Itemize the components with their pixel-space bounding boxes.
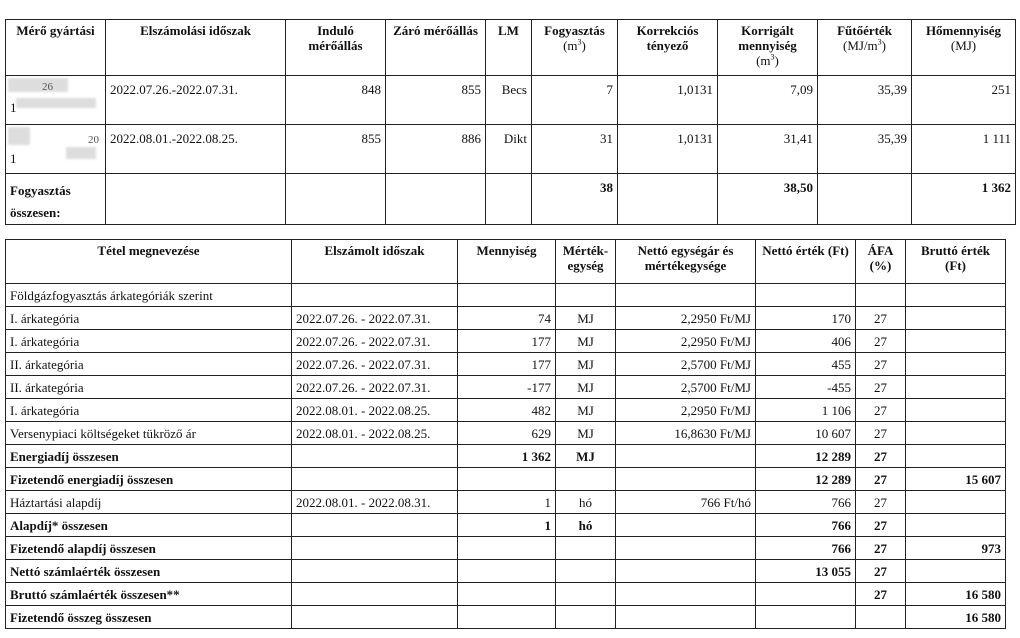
item-gross-value-cell (906, 445, 1006, 468)
item-vat-cell: 27 (856, 353, 906, 376)
item-period-cell: 2022.07.26. - 2022.07.31. (292, 307, 458, 330)
total-energy: 1 362 (912, 174, 1016, 225)
item-period-cell (292, 583, 458, 606)
item-net-value-cell: -455 (756, 376, 856, 399)
item-unit-cell: MJ (556, 307, 616, 330)
item-quantity-cell (458, 583, 556, 606)
period-cell: 2022.07.26.-2022.07.31. (106, 76, 286, 125)
item-unit-price-cell: 2,5700 Ft/MJ (616, 353, 756, 376)
header-heating-unit-exponent: 3 (877, 37, 882, 47)
period-cell: 2022.08.01.-2022.08.25. (106, 125, 286, 174)
item-row (6, 491, 1006, 514)
total-consumption: 38 (532, 174, 618, 225)
item-gross-value-cell: 973 (906, 537, 1006, 560)
item-unit-cell: hó (556, 491, 616, 514)
header-start-reading: Induló mérőállás (286, 20, 386, 76)
item-quantity-cell (458, 537, 556, 560)
item-vat-cell: 27 (856, 583, 906, 606)
item-row (6, 330, 1006, 353)
header-lm: LM (486, 20, 532, 76)
item-unit-cell: MJ (556, 376, 616, 399)
item-name-cell: Bruttó számlaérték összesen** (6, 583, 292, 606)
item-gross-value-cell (906, 376, 1006, 399)
empty-cell (618, 174, 718, 225)
item-vat-cell: 27 (856, 491, 906, 514)
lm-cell: Becs (486, 76, 532, 125)
item-name-cell: Fizetendő alapdíj összesen (6, 537, 292, 560)
item-quantity-cell: 1 (458, 491, 556, 514)
item-row (6, 353, 1006, 376)
correction-cell: 1,0131 (618, 125, 718, 174)
meter-serial-cell (6, 76, 106, 125)
energy-cell: 251 (912, 76, 1016, 125)
item-unit-price-cell (616, 537, 756, 560)
item-unit-price-cell (616, 514, 756, 537)
header-gross-value: Bruttó érték (Ft) (906, 240, 1006, 284)
item-unit-cell: MJ (556, 353, 616, 376)
item-unit-price-cell (616, 445, 756, 468)
item-vat-cell: 27 (856, 537, 906, 560)
item-period-cell (292, 560, 458, 583)
item-gross-value-cell (906, 307, 1006, 330)
item-unit-cell: MJ (556, 445, 616, 468)
header-period: Elszámolási időszak (106, 20, 286, 76)
header-consumption-unit-exponent: 3 (577, 37, 582, 47)
end-reading-cell: 886 (386, 125, 486, 174)
item-quantity-cell: 629 (458, 422, 556, 445)
item-gross-value-cell: 16 580 (906, 583, 1006, 606)
item-unit-cell: hó (556, 514, 616, 537)
item-unit-cell: MJ (556, 330, 616, 353)
item-gross-value-cell (906, 560, 1006, 583)
item-net-value-cell (756, 606, 856, 629)
header-consumption: Fogyasztás $(m^3)$ (532, 20, 618, 76)
item-quantity-cell (458, 284, 556, 307)
item-name-cell: Fizetendő összeg összesen (6, 606, 292, 629)
lm-cell: Dikt (486, 125, 532, 174)
meter-serial-line: 1 (10, 100, 17, 115)
item-gross-value-cell (906, 514, 1006, 537)
item-vat-cell: 27 (856, 307, 906, 330)
item-vat-cell (856, 606, 906, 629)
consumption-cell: 31 (532, 125, 618, 174)
item-gross-value-cell (906, 399, 1006, 422)
item-name-cell: I. árkategória (6, 330, 292, 353)
item-period-cell (292, 284, 458, 307)
item-quantity-cell: 1 362 (458, 445, 556, 468)
item-vat-cell: 27 (856, 376, 906, 399)
item-quantity-cell: 1 (458, 514, 556, 537)
item-row (6, 376, 1006, 399)
item-vat-cell: 27 (856, 399, 906, 422)
header-energy-unit: (MJ) (950, 38, 977, 53)
item-quantity-cell: 74 (458, 307, 556, 330)
header-heating-unit: (MJ/m (842, 38, 878, 53)
item-row (6, 422, 1006, 445)
item-unit-price-cell: 2,2950 Ft/MJ (616, 399, 756, 422)
item-name-cell: I. árkategória (6, 307, 292, 330)
item-unit-cell: MJ (556, 422, 616, 445)
header-corrected-unit-exponent: 3 (770, 52, 775, 62)
start-reading-cell: 848 (286, 76, 386, 125)
item-vat-cell: 27 (856, 514, 906, 537)
item-net-value-cell: 766 (756, 514, 856, 537)
item-row (6, 307, 1006, 330)
item-unit-price-cell (616, 560, 756, 583)
meter-readings-table (5, 19, 1016, 225)
total-corrected: 38,50 (718, 174, 818, 225)
items-table-body (6, 284, 1006, 629)
item-quantity-cell: -177 (458, 376, 556, 399)
items-table-header-row (6, 240, 1006, 284)
item-name-cell: Alapdíj* összesen (6, 514, 292, 537)
header-corrected-unit: (m (756, 53, 771, 68)
invoice-items-table (5, 239, 1006, 629)
item-quantity-cell (458, 560, 556, 583)
start-reading-cell: 855 (286, 125, 386, 174)
item-period-cell: 2022.07.26. - 2022.07.31. (292, 353, 458, 376)
correction-cell: 1,0131 (618, 76, 718, 125)
item-quantity-cell: 177 (458, 353, 556, 376)
header-energy (912, 20, 1016, 76)
item-vat-cell: 27 (856, 560, 906, 583)
item-period-cell: 2022.08.01. - 2022.08.31. (292, 491, 458, 514)
item-unit-price-cell: 2,2950 Ft/MJ (616, 307, 756, 330)
item-name-cell: II. árkategória (6, 353, 292, 376)
item-unit-cell (556, 583, 616, 606)
item-quantity-cell (458, 468, 556, 491)
item-row (6, 514, 1006, 537)
item-row (6, 560, 1006, 583)
item-gross-value-cell (906, 284, 1006, 307)
total-label: Fogyasztás összesen: (6, 174, 106, 225)
item-net-value-cell: 1 106 (756, 399, 856, 422)
item-net-value-cell: 455 (756, 353, 856, 376)
end-reading-cell: 855 (386, 76, 486, 125)
header-consumption-label: Fogyasztás (544, 23, 605, 38)
energy-cell: 1 111 (912, 125, 1016, 174)
corrected-cell: 31,41 (718, 125, 818, 174)
item-vat-cell: 27 (856, 468, 906, 491)
item-net-value-cell: 12 289 (756, 445, 856, 468)
heating-value-cell: 35,39 (818, 76, 912, 125)
item-period-cell (292, 468, 458, 491)
header-meter: Mérő gyártási (6, 20, 106, 76)
item-unit-price-cell (616, 284, 756, 307)
item-quantity-cell: 482 (458, 399, 556, 422)
item-period-cell: 2022.08.01. - 2022.08.25. (292, 422, 458, 445)
item-unit-price-cell (616, 583, 756, 606)
header-consumption-unit: (m (563, 38, 578, 53)
item-row (6, 284, 1006, 307)
item-unit-cell (556, 284, 616, 307)
item-quantity-cell (458, 606, 556, 629)
meter-serial-line: 1 (10, 151, 17, 166)
item-net-value-cell: 406 (756, 330, 856, 353)
item-unit-price-cell: 766 Ft/hó (616, 491, 756, 514)
item-unit-price-cell (616, 468, 756, 491)
item-name-cell: Földgázfogyasztás árkategóriák szerint (6, 284, 292, 307)
item-gross-value-cell (906, 353, 1006, 376)
item-name-cell: II. árkategória (6, 376, 292, 399)
item-period-cell: 2022.07.26. - 2022.07.31. (292, 330, 458, 353)
item-vat-cell: 27 (856, 422, 906, 445)
header-net-value: Nettó érték (Ft) (756, 240, 856, 284)
item-period-cell: 2022.08.01. - 2022.08.25. (292, 399, 458, 422)
header-energy-label: Hőmennyiség (925, 23, 1002, 38)
item-period-cell (292, 606, 458, 629)
item-gross-value-cell (906, 330, 1006, 353)
item-unit-cell (556, 537, 616, 560)
item-period-cell (292, 445, 458, 468)
item-gross-value-cell (906, 491, 1006, 514)
meter-row (6, 76, 1016, 125)
header-heating-value: Fűtőérték $(MJ/m^3)$ (818, 20, 912, 76)
item-row (6, 606, 1006, 629)
item-net-value-cell: 766 (756, 491, 856, 514)
meter-table-header-row (6, 20, 1016, 76)
item-unit-cell: MJ (556, 399, 616, 422)
heating-value-cell: 35,39 (818, 125, 912, 174)
empty-cell (286, 174, 386, 225)
item-name-cell: Háztartási alapdíj (6, 491, 292, 514)
item-unit-price-cell: 2,5700 Ft/MJ (616, 376, 756, 399)
item-unit-price-cell: 16,8630 Ft/MJ (616, 422, 756, 445)
item-unit-price-cell: 2,2950 Ft/MJ (616, 330, 756, 353)
header-unit: Mérték-egység (556, 240, 616, 284)
item-quantity-cell: 177 (458, 330, 556, 353)
empty-cell (818, 174, 912, 225)
corrected-cell: 7,09 (718, 76, 818, 125)
header-correction: Korrekciós tényező (618, 20, 718, 76)
header-vat: ÁFA (%) (856, 240, 906, 284)
item-row (6, 537, 1006, 560)
item-unit-cell (556, 606, 616, 629)
item-unit-price-cell (616, 606, 756, 629)
item-net-value-cell (756, 284, 856, 307)
header-quantity: Mennyiség (458, 240, 556, 284)
item-vat-cell: 27 (856, 330, 906, 353)
meter-serial-cell (6, 125, 106, 174)
item-row (6, 445, 1006, 468)
item-unit-cell (556, 468, 616, 491)
meter-total-row (6, 174, 1016, 225)
header-item-period: Elszámolt időszak (292, 240, 458, 284)
item-net-value-cell: 170 (756, 307, 856, 330)
item-gross-value-cell: 15 607 (906, 468, 1006, 491)
item-period-cell (292, 514, 458, 537)
item-net-value-cell (756, 583, 856, 606)
empty-cell (106, 174, 286, 225)
meter-serial-fragment: 20 (88, 134, 99, 146)
meter-row (6, 125, 1016, 174)
header-corrected-label: Korrigált mennyiség (738, 23, 797, 53)
item-period-cell: 2022.07.26. - 2022.07.31. (292, 376, 458, 399)
header-heating-label: Fűtőérték (837, 23, 892, 38)
meter-serial-fragment: 26 (42, 81, 53, 93)
header-item-name: Tétel megnevezése (6, 240, 292, 284)
item-net-value-cell: 12 289 (756, 468, 856, 491)
item-net-value-cell: 10 607 (756, 422, 856, 445)
item-gross-value-cell: 16 580 (906, 606, 1006, 629)
item-name-cell: Nettó számlaérték összesen (6, 560, 292, 583)
consumption-cell: 7 (532, 76, 618, 125)
empty-cell (486, 174, 532, 225)
item-period-cell (292, 537, 458, 560)
item-row (6, 399, 1006, 422)
item-net-value-cell: 13 055 (756, 560, 856, 583)
header-corrected: Korrigált mennyiség $(m^3)$ (718, 20, 818, 76)
item-name-cell: Fizetendő energiadíj összesen (6, 468, 292, 491)
item-row (6, 583, 1006, 606)
item-name-cell: I. árkategória (6, 399, 292, 422)
item-name-cell: Versenypiaci költségeket tükröző ár (6, 422, 292, 445)
header-unit-price: Nettó egységár és mértékegysége (616, 240, 756, 284)
item-name-cell: Energiadíj összesen (6, 445, 292, 468)
item-net-value-cell: 766 (756, 537, 856, 560)
item-row (6, 468, 1006, 491)
item-vat-cell: 27 (856, 445, 906, 468)
item-gross-value-cell (906, 422, 1006, 445)
header-end-reading: Záró mérőállás (386, 20, 486, 76)
item-vat-cell (856, 284, 906, 307)
item-unit-cell (556, 560, 616, 583)
empty-cell (386, 174, 486, 225)
